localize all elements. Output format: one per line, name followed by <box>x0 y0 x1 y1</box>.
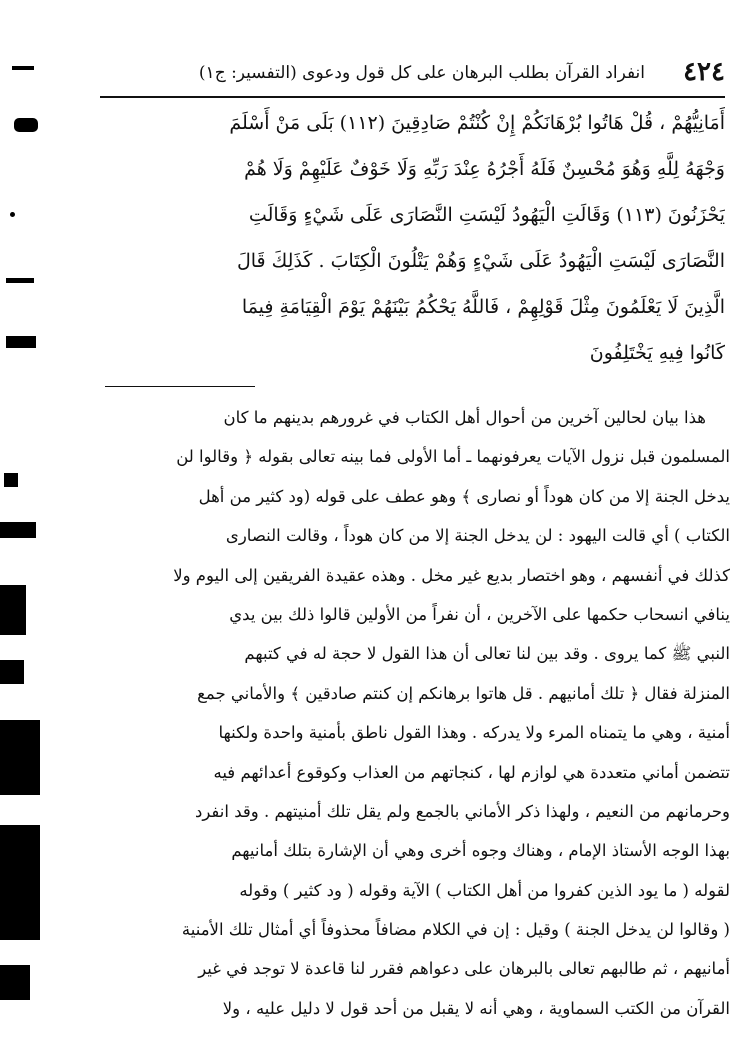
verse-line: وَجْهَهُ لِلَّهِ وَهُوَ مُحْسِنٌ فَلَهُ أَجْرُهُ عِنْدَ رَبِّهِ وَلَا خَوْفٌ عَلَيْهِمْ وَلَا هُمْ <box>244 158 725 180</box>
commentary-text <box>100 398 730 1028</box>
commentary-line: يدخل الجنة إلا من كان هوداً أو نصارى ﴾ وهو عطف على قوله (ود كثير من أهل <box>198 486 730 506</box>
scan-mark <box>0 720 40 795</box>
scan-mark <box>10 212 15 217</box>
scan-mark <box>12 66 34 70</box>
running-title: انفراد القرآن بطلب البرهان على كل قول ودعوى (التفسير: ج١) <box>198 63 645 83</box>
commentary-line: أمانيهم ، ثم طالبهم تعالى بالبرهان على دعواهم فقرر لنا قاعدة لا توجد في غير <box>198 959 730 979</box>
commentary-line: أمنية ، وهي ما يتمناه المرء ولا يدركه . وهذا القول ناطق بأمنية واحدة ولكنها <box>218 723 730 743</box>
page-number: ٤٢٤ <box>683 57 725 87</box>
scan-mark <box>0 585 26 635</box>
commentary-line: القرآن من الكتب السماوية ، وهي أنه لا يقبل من أحد قول لا دليل عليه ، ولا <box>222 998 730 1018</box>
commentary-line: المسلمون قبل نزول الآيات يعرفونهما ـ أما الأولى فما بينه تعالى بقوله ﴿ وقالوا لن <box>176 447 730 467</box>
scan-edge-marks <box>0 0 60 1050</box>
scan-mark <box>14 118 38 132</box>
scan-mark <box>0 825 40 940</box>
commentary-line: كذلك في أنفسهم ، وهو اختصار بديع غير مخل . وهذه عقيدة الفريقين إلى اليوم ولا <box>173 565 730 585</box>
commentary-line: لقوله ( ما يود الذين كفروا من أهل الكتاب ) الآية وقوله ( ود كثير ) وقوله <box>239 880 730 900</box>
scan-mark <box>0 660 24 684</box>
commentary-line: ينافي انسحاب حكمها على الآخرين ، أن نفراً من الأولين قالوا ذلك بين يدي <box>229 604 730 624</box>
page-header <box>100 50 725 98</box>
commentary-line: الكتاب ) أي قالت اليهود : لن يدخل الجنة إلا من كان هوداً ، وقالت النصارى <box>225 526 730 546</box>
scan-mark <box>4 473 18 487</box>
commentary-line: هذا بيان لحالين آخرين من أحوال أهل الكتاب في غرورهم بدينهم ما كان <box>223 408 706 427</box>
quran-verses <box>100 100 725 376</box>
verse-line: النَّصَارَى لَيْسَتِ الْيَهُودُ عَلَى شَيْءٍ وَهُمْ يَتْلُونَ الْكِتَابَ . كَذَلِكَ قَالَ <box>236 250 725 272</box>
scan-mark <box>0 965 30 1000</box>
commentary-line: ( وقالوا لن يدخل الجنة ) وقيل : إن في الكلام مضافاً محذوفاً أي أمثال تلك الأمنية <box>181 920 730 940</box>
verse-line: أَمَانِيُّهُمْ ، قُلْ هَاتُوا بُرْهَانَكُمْ إِنْ كُنْتُمْ صَادِقِينَ (١١٢) بَلَى مَنْ أَسْلَمَ <box>229 112 725 134</box>
commentary-line: بهذا الوجه الأستاذ الإمام ، وهناك وجوه أخرى وهي أن الإشارة بتلك أمانيهم <box>231 841 730 861</box>
scan-mark <box>6 336 36 348</box>
section-divider <box>105 386 255 387</box>
commentary-line: وحرمانهم من النعيم ، ولهذا ذكر الأماني بالجمع ولم يقل تلك أمنيتهم . وقد انفرد <box>194 801 730 821</box>
verse-line: يَحْزَنُونَ (١١٣) وَقَالَتِ الْيَهُودُ لَيْسَتِ النَّصَارَى عَلَى شَيْءٍ وَقَالَتِ <box>248 204 725 226</box>
commentary-line: النبي ﷺ كما يروى . وقد بين لنا تعالى أن هذا القول لا حجة له في كتبهم <box>244 644 730 664</box>
verse-line: كَانُوا فِيهِ يَخْتَلِفُونَ <box>589 342 725 364</box>
commentary-line: تتضمن أماني متعددة هي لوازم لها ، كنجاتهم من العذاب وكوقوع أعدائهم فيه <box>213 762 730 782</box>
verse-line: الَّذِينَ لَا يَعْلَمُونَ مِثْلَ قَوْلِهِمْ ، فَاللَّهُ يَحْكُمُ بَيْنَهُمْ يَوْمَ الْقِيَامَةِ فِيمَا <box>241 296 725 318</box>
scan-mark <box>6 278 34 283</box>
scan-mark <box>0 522 36 538</box>
commentary-line: المنزلة فقال ﴿ تلك أمانيهم . قل هاتوا برهانكم إن كنتم صادقين ﴾ والأماني جمع <box>197 683 730 703</box>
